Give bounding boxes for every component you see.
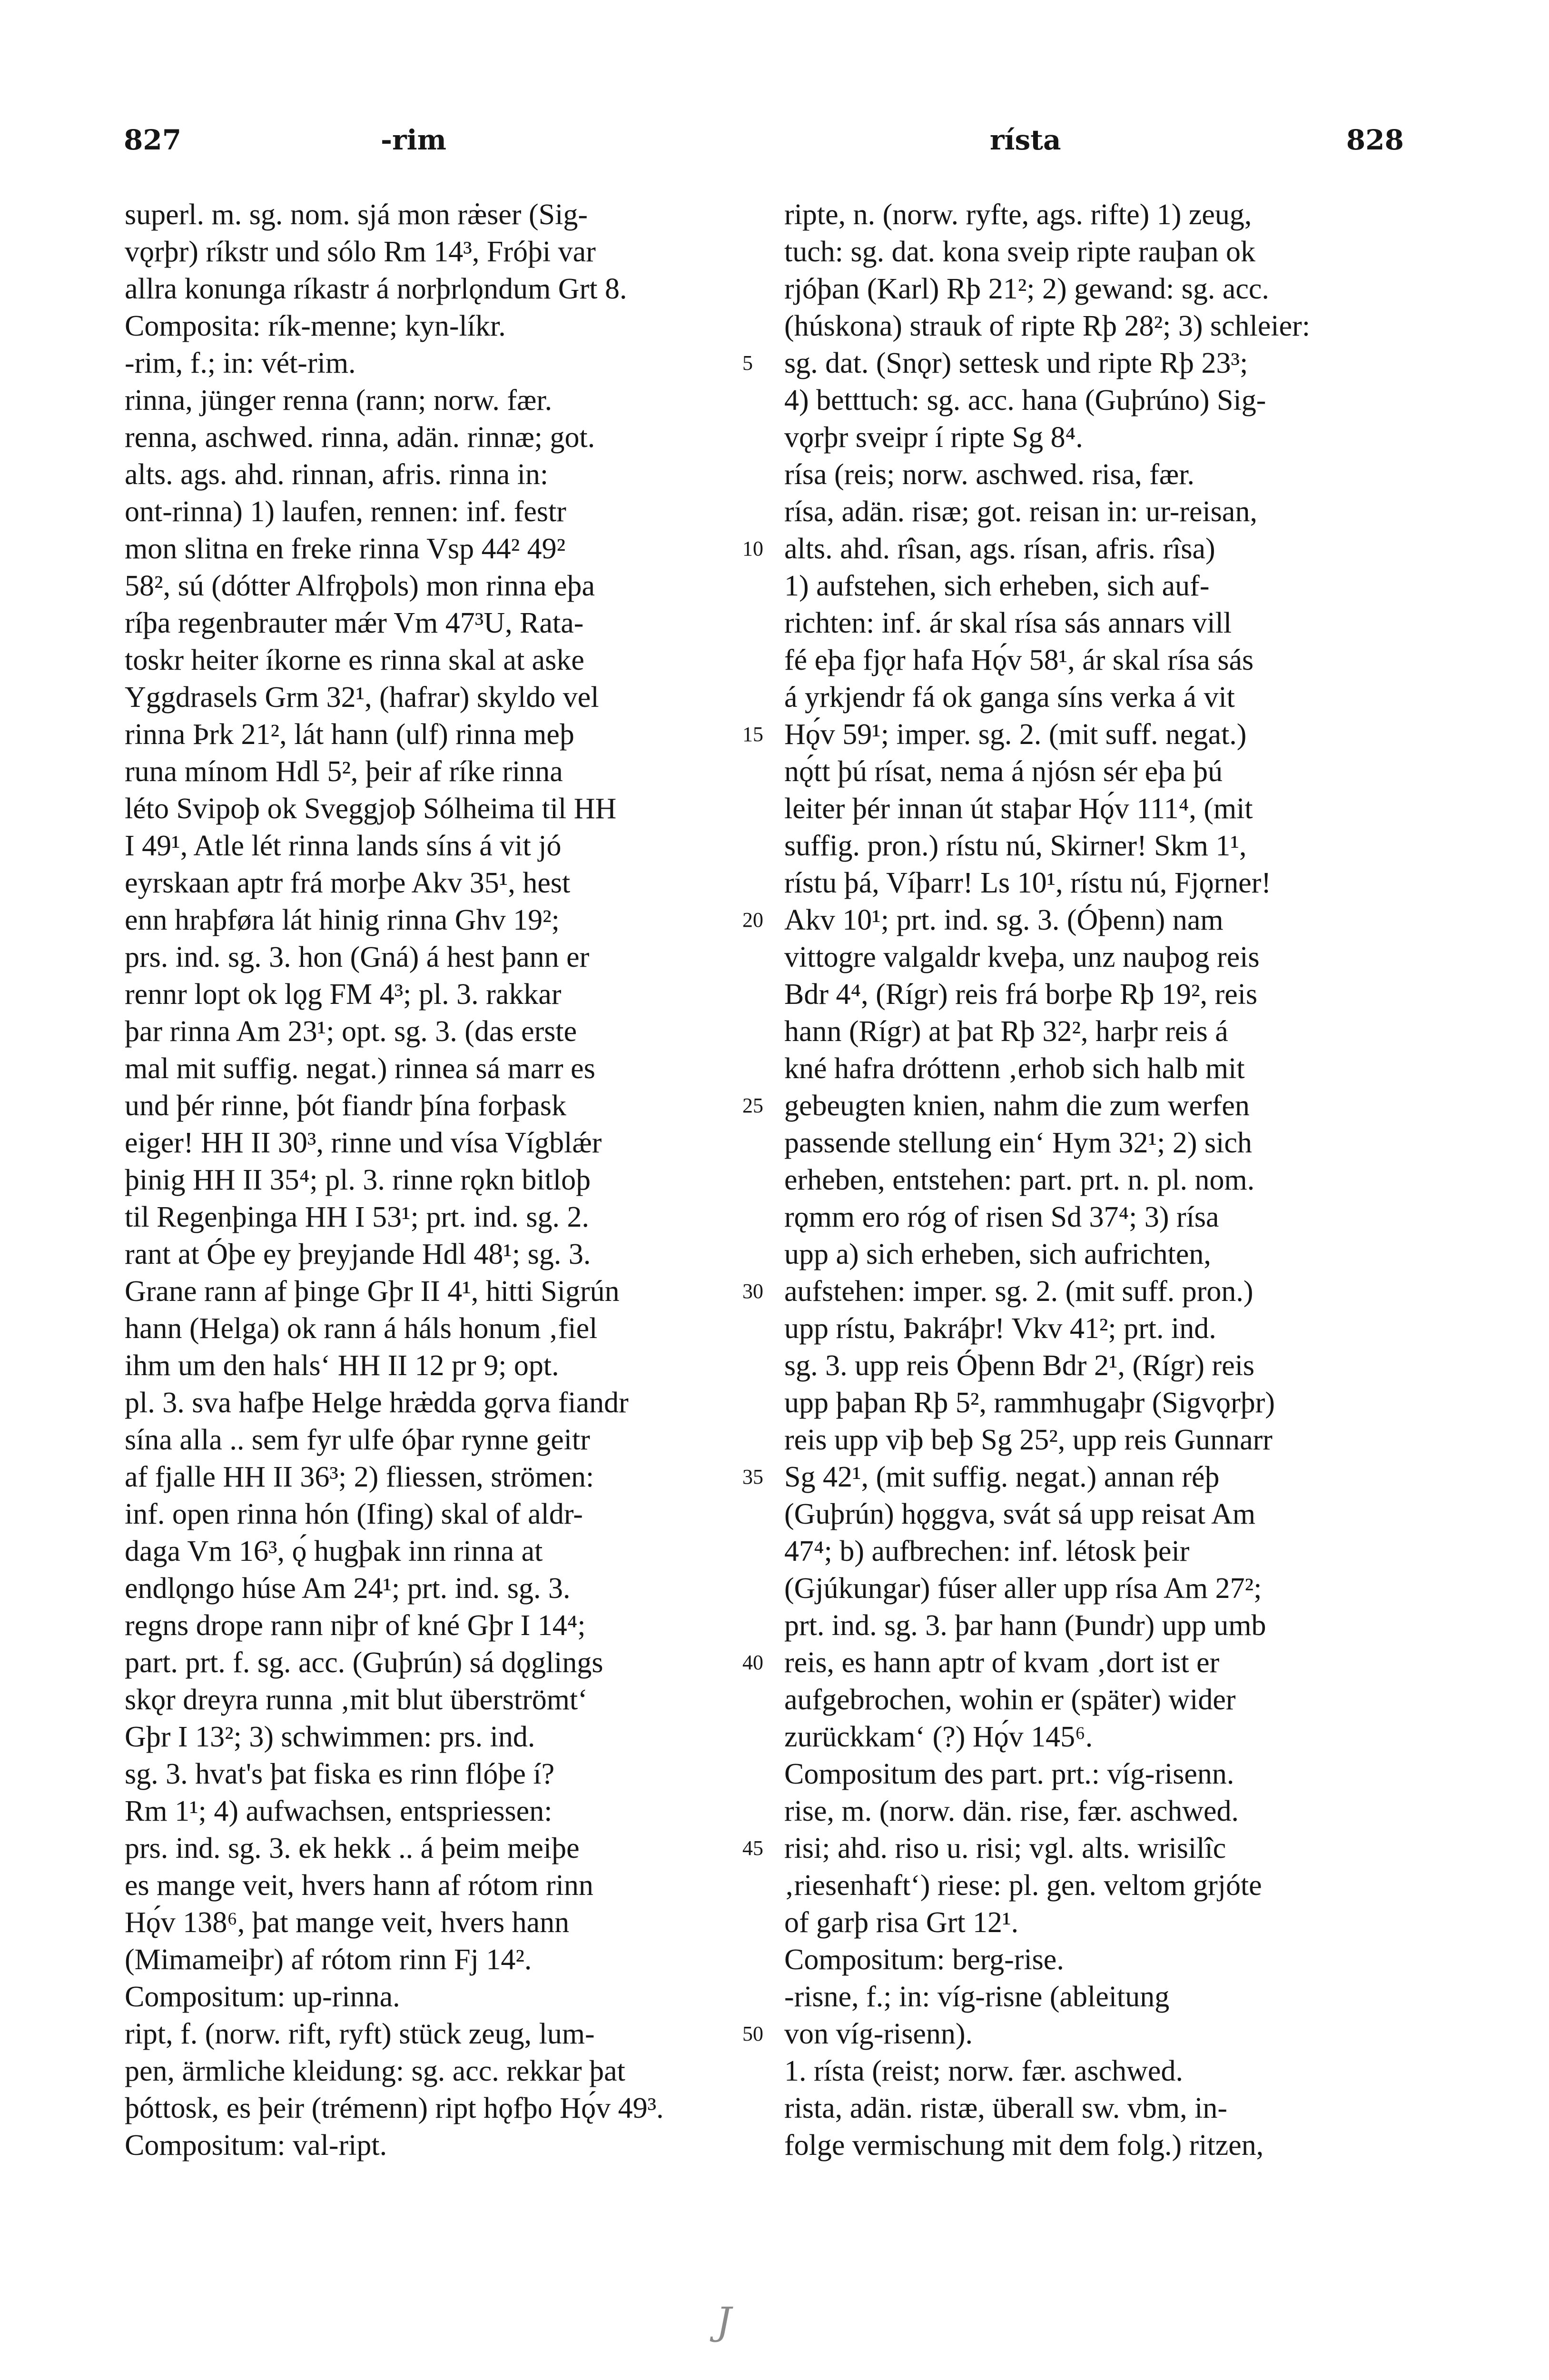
text-line: 4) betttuch: sg. acc. hana (Guþrúno) Sig-: [784, 384, 1266, 416]
text-line: es mange veit, hvers hann af rótom rinn: [125, 1869, 593, 1902]
text-line: Compositum: val-ript.: [125, 2129, 387, 2162]
text-line: Hǫ́v 59¹; imper. sg. 2. (mit suff. negat.): [784, 718, 1247, 751]
text-line: Bdr 4⁴, (Rígr) reis frá borþe Rþ 19², reis: [784, 978, 1258, 1011]
text-line: ihm um den hals‘ HH II 12 pr 9; opt.: [125, 1349, 559, 1382]
text-line: upp þaþan Rþ 5², rammhugaþr (Sigvǫrþr): [784, 1387, 1275, 1419]
text-line: ‚riesenhaft‘) riese: pl. gen. veltom grjóte: [784, 1869, 1262, 1902]
text-line: Grane rann af þinge Gþr II 4¹, hitti Sigrún: [125, 1275, 620, 1308]
text-line: leiter þér innan út staþar Hǫ́v 111⁴, (mit: [784, 793, 1253, 825]
text-line: rennr lopt ok lǫg FM 4³; pl. 3. rakkar: [125, 978, 562, 1011]
left-column: [125, 196, 743, 2164]
text-line: alts. ahd. rîsan, ags. rísan, afris. rîsa): [784, 533, 1215, 565]
text-line: þóttosk, es þeir (trémenn) ript hǫfþo Hǫ́v 49³.: [125, 2092, 664, 2124]
page-header: [124, 124, 1404, 167]
text-line: suffig. pron.) rístu nú, Skirner! Skm 1¹,: [784, 830, 1247, 862]
text-line: of garþ risa Grt 12¹.: [784, 1906, 1019, 1939]
text-line: Compositum: up-rinna.: [125, 1981, 400, 2013]
text-line: vǫrþr) ríkstr und sólo Rm 14³, Fróþi var: [125, 236, 596, 268]
text-line: allra konunga ríkastr á norþrlǫndum Grt 8.: [125, 273, 627, 305]
text-line: rista, adän. ristæ, überall sw. vbm, in-: [784, 2092, 1227, 2124]
line-number: 45: [742, 1836, 763, 1860]
page-number-left: 827: [124, 124, 182, 156]
text-line: tuch: sg. dat. kona sveip ripte rauþan ok: [784, 236, 1256, 268]
text-line: und þér rinne, þót fiandr þína forþask: [125, 1090, 567, 1122]
footer-mark: J: [716, 2299, 732, 2343]
text-line: -rim, f.; in: vét-rim.: [125, 347, 356, 379]
line-number: 10: [742, 537, 763, 560]
line-number: 5: [742, 351, 753, 375]
text-line: ript, f. (norw. rift, ryft) stück zeug, lum-: [125, 2018, 595, 2050]
text-line: aufgebrochen, wohin er (später) wider: [784, 1684, 1236, 1716]
text-line: vǫrþr sveipr í ripte Sg 8⁴.: [784, 421, 1083, 454]
text-line: reis, es hann aptr of kvam ‚dort ist er: [784, 1646, 1220, 1679]
text-line: risi; ahd. riso u. risi; vgl. alts. wrisilîc: [784, 1832, 1226, 1864]
line-number: 25: [742, 1094, 763, 1117]
text-line: Hǫ́v 138⁶, þat mange veit, hvers hann: [125, 1906, 570, 1939]
text-line: rǫmm ero róg of risen Sd 37⁴; 3) rísa: [784, 1201, 1219, 1233]
text-line: enn hraþføra lát hinig rinna Ghv 19²;: [125, 904, 560, 936]
text-line: Sg 42¹, (mit suffig. negat.) annan réþ: [784, 1461, 1220, 1493]
text-line: inf. open rinna hón (Ifing) skal of aldr-: [125, 1498, 583, 1530]
text-line: hann (Helga) ok rann á háls honum ‚fiel: [125, 1312, 598, 1345]
page-number-right: 828: [1346, 124, 1404, 156]
line-number: 40: [742, 1651, 763, 1674]
text-line: aufstehen: imper. sg. 2. (mit suff. pron.): [784, 1275, 1253, 1308]
text-line: (Guþrún) hǫggva, svát sá upp reisat Am: [784, 1498, 1256, 1530]
line-number: 35: [742, 1465, 763, 1488]
text-line: Compositum: berg-rise.: [784, 1944, 1064, 1976]
text-line: sg. dat. (Snǫr) settesk und ripte Rþ 23³;: [784, 347, 1248, 379]
text-line: þinig HH II 35⁴; pl. 3. rinne rǫkn bitloþ: [125, 1164, 591, 1196]
text-line: hann (Rígr) at þat Rþ 32², harþr reis á: [784, 1015, 1228, 1048]
text-line: pen, ärmliche kleidung: sg. acc. rekkar þat: [125, 2055, 625, 2087]
text-line: regns drope rann niþr of kné Gþr I 14⁴;: [125, 1609, 586, 1642]
line-number: 50: [742, 2022, 763, 2045]
text-line: superl. m. sg. nom. sjá mon ræ̇ser (Sig-: [125, 198, 588, 231]
text-line: passende stellung ein‘ Hym 32¹; 2) sich: [784, 1127, 1252, 1159]
text-line: reis upp viþ beþ Sg 25², upp reis Gunnarr: [784, 1424, 1273, 1456]
text-line: I 49¹, Atle lét rinna lands síns á vit jó: [125, 830, 562, 862]
text-line: skǫr dreyra runna ‚mit blut überströmt‘: [125, 1684, 588, 1716]
text-line: upp rístu, Þakráþr! Vkv 41²; prt. ind.: [784, 1312, 1216, 1345]
text-line: eiger! HH II 30³, rinne und vísa Vígblǽr: [125, 1127, 602, 1159]
text-line: rísa, adän. risæ; got. reisan in: ur-reisan,: [784, 496, 1257, 528]
text-line: part. prt. f. sg. acc. (Guþrún) sá dǫglings: [125, 1646, 603, 1679]
text-line: upp a) sich erheben, sich aufrichten,: [784, 1238, 1211, 1270]
text-line: Composita: rík-menne; kyn-líkr.: [125, 310, 506, 342]
text-line: nǫ́tt þú rísat, nema á njósn sér eþa þú: [784, 755, 1223, 788]
text-line: zurückkam‘ (?) Hǫ́v 145⁶.: [784, 1721, 1093, 1753]
text-line: rjóþan (Karl) Rþ 21²; 2) gewand: sg. acc.: [784, 273, 1269, 305]
text-line: gebeugten knien, nahm die zum werfen: [784, 1090, 1250, 1122]
text-line: Gþr I 13²; 3) schwimmen: prs. ind.: [125, 1721, 535, 1753]
text-line: von víg-risenn).: [784, 2018, 973, 2050]
guide-word-right: rísta: [990, 124, 1061, 156]
text-line: pl. 3. sva hafþe Helge hræ̇dda gǫrva fiandr: [125, 1387, 629, 1419]
line-number: 30: [742, 1279, 763, 1303]
text-line: þar rinna Am 23¹; opt. sg. 3. (das erste: [125, 1015, 577, 1048]
text-line: (húskona) strauk of ripte Rþ 28²; 3) schleier:: [784, 310, 1311, 342]
text-line: prs. ind. sg. 3. ek hekk .. á þeim meiþe: [125, 1832, 580, 1864]
text-line: mal mit suffig. negat.) rinnea sá marr es: [125, 1052, 595, 1085]
text-line: 1. rísta (reist; norw. fær. aschwed.: [784, 2055, 1183, 2087]
text-line: alts. ags. ahd. rinnan, afris. rinna in:: [125, 458, 549, 491]
text-line: (Mimameiþr) af rótom rinn Fj 14².: [125, 1944, 532, 1976]
text-line: mon slitna en freke rinna Vsp 44² 49²: [125, 533, 566, 565]
text-line: Yggdrasels Grm 32¹, (hafrar) skyldo vel: [125, 681, 599, 714]
text-line: eyrskaan aptr frá morþe Akv 35¹, hest: [125, 867, 571, 899]
text-line: 1) aufstehen, sich erheben, sich auf-: [784, 570, 1210, 602]
text-line: Akv 10¹; prt. ind. sg. 3. (Óþenn) nam: [784, 904, 1223, 936]
text-line: af fjalle HH II 36³; 2) fliessen, strömen:: [125, 1461, 594, 1493]
line-number: 20: [742, 908, 763, 932]
text-line: endlǫngo húse Am 24¹; prt. ind. sg. 3.: [125, 1572, 571, 1605]
text-line: 58², sú (dótter Alfrǫþols) mon rinna eþa: [125, 570, 595, 602]
text-line: Compositum des part. prt.: víg-risenn.: [784, 1758, 1234, 1790]
text-line: til Regenþinga HH I 53¹; prt. ind. sg. 2.: [125, 1201, 590, 1233]
text-line: prt. ind. sg. 3. þar hann (Þundr) upp umb: [784, 1609, 1266, 1642]
text-line: rant at Óþe ey þreyjande Hdl 48¹; sg. 3.: [125, 1238, 591, 1270]
text-line: folge vermischung mit dem folg.) ritzen,: [784, 2129, 1264, 2162]
text-line: ríþa regenbrauter mǽr Vm 47³U, Rata-: [125, 607, 584, 639]
text-line: -risne, f.; in: víg-risne (ableitung: [784, 1981, 1170, 2013]
text-line: sína alla .. sem fyr ulfe óþar rynne geitr: [125, 1424, 590, 1456]
text-line: renna, aschwed. rinna, adän. rinnæ; got.: [125, 421, 595, 454]
text-line: erheben, entstehen: part. prt. n. pl. nom.: [784, 1164, 1255, 1196]
text-line: richten: inf. ár skal rísa sás annars vill: [784, 607, 1232, 639]
text-line: rístu þá, Víþarr! Ls 10¹, rístu nú, Fjǫrner!: [784, 867, 1272, 899]
guide-word-left: -rim: [381, 124, 447, 156]
right-column: [784, 196, 1403, 2164]
text-line: rise, m. (norw. dän. rise, fær. aschwed.: [784, 1795, 1239, 1827]
text-line: léto Svipoþ ok Sveggjoþ Sólheima til HH: [125, 793, 617, 825]
text-line: prs. ind. sg. 3. hon (Gná) á hest þann er: [125, 941, 590, 973]
line-number: 15: [742, 723, 763, 746]
text-line: ripte, n. (norw. ryfte, ags. rifte) 1) zeug,: [784, 198, 1252, 231]
text-line: rinna, jünger renna (rann; norw. fær.: [125, 384, 553, 416]
text-line: á yrkjendr fá ok ganga síns verka á vit: [784, 681, 1235, 714]
text-line: fé eþa fjǫr hafa Hǫ́v 58¹, ár skal rísa sás: [784, 644, 1254, 676]
text-line: toskr heiter íkorne es rinna skal at aske: [125, 644, 584, 676]
text-line: sg. 3. upp reis Óþenn Bdr 2¹, (Rígr) reis: [784, 1349, 1255, 1382]
text-line: kné hafra dróttenn ‚erhob sich halb mit: [784, 1052, 1245, 1085]
text-line: runa mínom Hdl 5², þeir af ríke rinna: [125, 755, 563, 788]
text-line: daga Vm 16³, ǫ́ hugþak inn rinna at: [125, 1535, 543, 1567]
text-line: 47⁴; b) aufbrechen: inf. létosk þeir: [784, 1535, 1190, 1567]
text-line: (Gjúkungar) fúser aller upp rísa Am 27²;: [784, 1572, 1262, 1605]
text-line: sg. 3. hvat's þat fiska es rinn flóþe í?: [125, 1758, 555, 1790]
text-line: rísa (reis; norw. aschwed. risa, fær.: [784, 458, 1195, 491]
text-line: vittogre valgaldr kveþa, unz nauþog reis: [784, 941, 1260, 973]
text-line: rinna Þrk 21², lát hann (ulf) rinna meþ: [125, 718, 574, 751]
text-line: ont-rinna) 1) laufen, rennen: inf. festr: [125, 496, 566, 528]
text-line: Rm 1¹; 4) aufwachsen, entspriessen:: [125, 1795, 553, 1827]
